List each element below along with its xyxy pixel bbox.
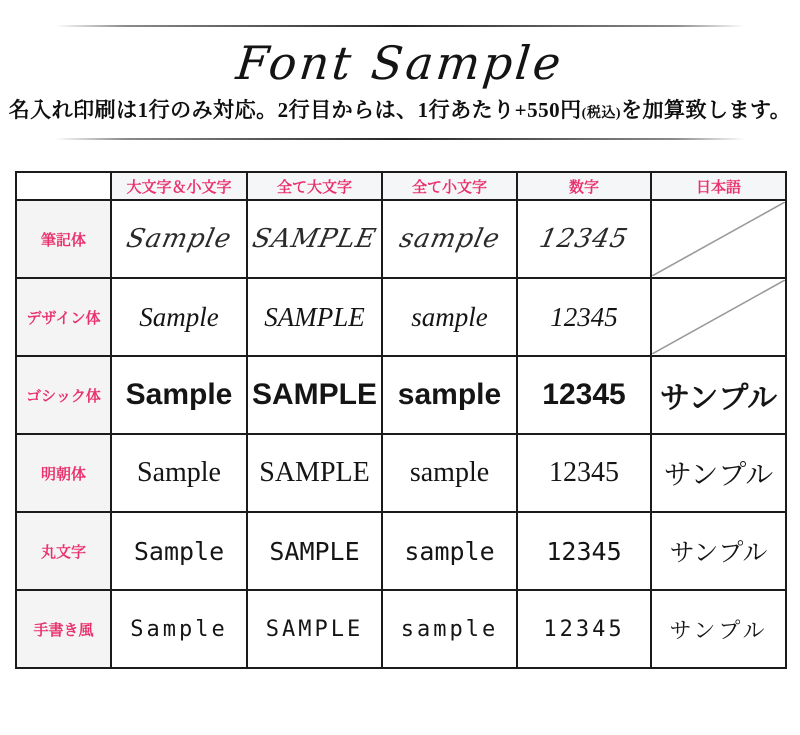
sample-cell <box>111 200 247 278</box>
sample-cell <box>111 590 247 668</box>
sample-text: サンプル <box>663 460 774 491</box>
sample-text: SAMPLE <box>264 301 365 332</box>
tax-included-note: (税込) <box>581 106 621 121</box>
row-label-maru: 丸文字 <box>16 512 111 590</box>
sample-text: SAMPLE <box>251 378 377 411</box>
column-header-all-lower: 全て小文字 <box>382 172 517 200</box>
sample-cell <box>517 434 651 512</box>
top-divider <box>55 25 745 27</box>
row-label-mincho: 明朝体 <box>16 434 111 512</box>
row-label-tegaki: 手書き風 <box>16 590 111 668</box>
sample-cell <box>651 434 786 512</box>
sample-text: Sample <box>139 301 219 332</box>
sample-text: 12345 <box>536 224 632 254</box>
header-row <box>16 172 786 200</box>
sample-cell <box>382 590 517 668</box>
sample-text: Sample <box>133 536 225 566</box>
sample-cell <box>247 278 382 356</box>
table-row-gothic <box>16 356 786 434</box>
sample-cell <box>651 356 786 434</box>
sample-cell <box>111 356 247 434</box>
sample-cell <box>111 278 247 356</box>
table-row-design <box>16 278 786 356</box>
sample-text: sample <box>396 224 503 254</box>
sample-text: サンプル <box>659 382 778 415</box>
not-available-cell <box>651 200 786 278</box>
sample-cell <box>111 512 247 590</box>
font-sample-page <box>0 25 800 669</box>
table-row-script <box>16 200 786 278</box>
sample-cell <box>517 356 651 434</box>
sample-text: Sample <box>130 616 228 642</box>
table-row-tegaki <box>16 590 786 668</box>
sample-text: SAMPLE <box>259 457 370 488</box>
diagonal-line <box>652 202 785 276</box>
font-sample-table <box>15 171 787 669</box>
sample-cell <box>517 590 651 668</box>
sample-cell <box>517 278 651 356</box>
sample-cell <box>111 434 247 512</box>
sample-text: sample <box>411 301 488 332</box>
sample-text: SAMPLE <box>265 616 364 642</box>
sample-text: sample <box>400 616 499 642</box>
sample-cell <box>247 356 382 434</box>
column-header-japanese: 日本語 <box>651 172 786 200</box>
column-header-all-upper: 全て大文字 <box>247 172 382 200</box>
sample-cell <box>247 434 382 512</box>
price-note-text: 名入れ印刷は1行のみ対応。2行目からは、1行あたり+550円 <box>8 98 582 122</box>
sample-text: 12345 <box>543 616 625 642</box>
sample-text: SAMPLE <box>269 536 360 566</box>
sample-text: 12345 <box>542 378 626 411</box>
sample-text: sample <box>409 457 490 488</box>
sample-cell <box>517 200 651 278</box>
sample-text: 12345 <box>546 536 622 566</box>
table-row-maru <box>16 512 786 590</box>
sample-text: Sample <box>137 457 221 488</box>
sample-text: サンプル <box>669 618 768 644</box>
sample-text: サンプル <box>669 538 768 567</box>
sample-cell <box>382 278 517 356</box>
sample-cell <box>247 200 382 278</box>
not-available-cell <box>651 278 786 356</box>
page-title: Font Sample <box>233 36 567 90</box>
sample-text: sample <box>404 536 495 566</box>
sample-cell <box>651 512 786 590</box>
sample-cell <box>517 512 651 590</box>
row-label-gothic: ゴシック体 <box>16 356 111 434</box>
sample-text: 12345 <box>549 457 619 488</box>
row-label-script: 筆記体 <box>16 200 111 278</box>
row-label-design: デザイン体 <box>16 278 111 356</box>
sample-cell <box>651 590 786 668</box>
sample-cell <box>382 200 517 278</box>
table-row-mincho <box>16 434 786 512</box>
sample-text: SAMPLE <box>249 224 380 254</box>
sample-cell <box>382 512 517 590</box>
sample-text: Sample <box>125 378 233 411</box>
column-header-upper-lower: 大文字＆小文字 <box>111 172 247 200</box>
price-note-suffix: を加算致します。 <box>620 98 792 122</box>
sample-cell <box>382 356 517 434</box>
diagonal-line <box>652 280 785 354</box>
price-note <box>0 95 800 129</box>
sample-text: Sample <box>123 224 235 254</box>
sample-cell <box>382 434 517 512</box>
sample-text: sample <box>397 378 502 411</box>
sample-cell <box>247 512 382 590</box>
sample-cell <box>247 590 382 668</box>
bottom-divider <box>55 138 745 140</box>
sample-text: 12345 <box>550 301 618 332</box>
column-header-numbers: 数字 <box>517 172 651 200</box>
column-header-empty <box>16 172 111 200</box>
